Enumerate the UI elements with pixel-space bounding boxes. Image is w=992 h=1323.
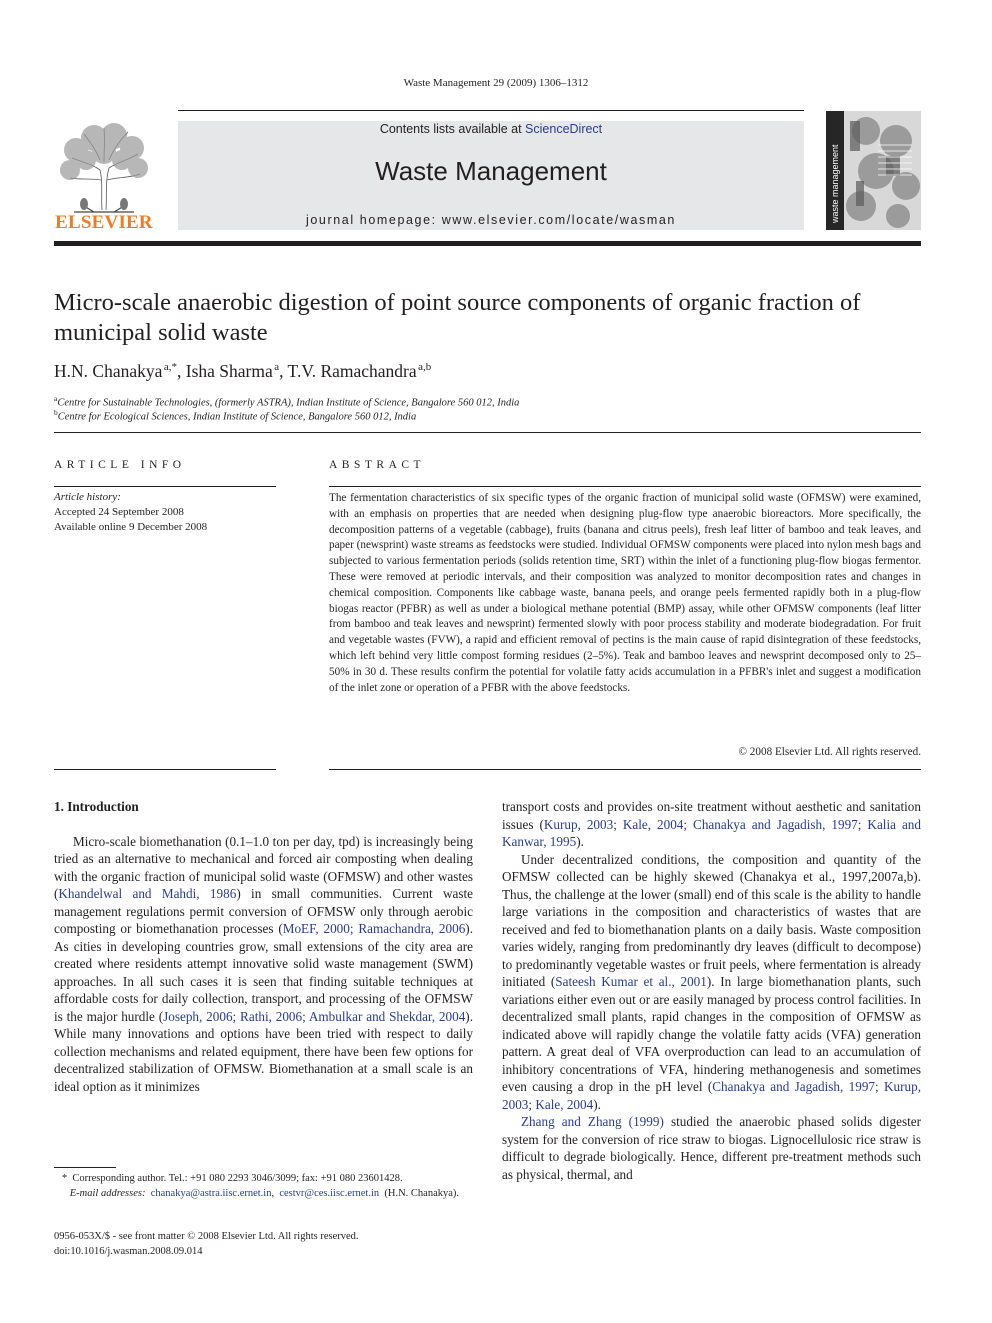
- email-link[interactable]: cestvr@ces.iisc.ernet.in: [279, 1187, 380, 1199]
- footnote-contact: Corresponding author. Tel.: +91 080 2293 3046/3099; fax: +91 080 23601428.: [72, 1173, 403, 1184]
- header-thick-rule: [54, 241, 921, 246]
- citation-link[interactable]: Joseph, 2006; Rathi, 2006; Ambulkar and Shekdar, 2004: [163, 1008, 466, 1024]
- affiliation: [54, 408, 416, 423]
- author-name: H.N. Chanakya: [54, 361, 163, 381]
- body-column-left: [54, 798, 473, 1095]
- affil-marker: a: [54, 394, 58, 403]
- article-info-bottom-rule: [54, 769, 276, 770]
- article-info-heading: ARTICLE INFO: [54, 459, 186, 471]
- section-heading: 1. Introduction: [54, 799, 139, 814]
- abstract-text: The fermentation characteristics of six specific types of the organic fraction of municipal solid waste (OFMSW) were examined, with an emphasis on properties that are needed when designing plug-flow type anaerobic bioreactors. More specifically, the decomposition patterns of a vegetable (cabbage), fruits (banana and citrus peels), fresh leaf litter of bamboo and teak leaves, and paper (newsprint) waste streams as feedstocks were studied. Individual OFMSW components were placed into nylon mesh bags and subjected to various fermentation periods (solids retention time, SRT) within the inlet of a functioning plug-flow biogas fermentor. These were removed at periodic intervals, and their composition was analyzed to monitor decomposition rates and changes in chemical composition. Components like cabbage waste, banana peels, and orange peels fermented rapidly both in a plug-flow biogas reactor (PFBR) as well as under a biological methane potential (BMP) assay, while other OFMSW components (leaf litter from bamboo and teak leaves and newsprint) fermented slowly with poor process stability and moderate biodegradation. For fruit and vegetable wastes (FVW), a rapid and efficient removal of pectins is the main cause of rapid disintegration of these feedstocks, which left behind very little compost forming residues (2–5%). Teak and bamboo leaves and newsprint decomposed only to 25–50% in 30 d. These results confirm the potential for volatile fatty acids accumulation in a PFBR's inlet and suggest a modification of the inlet zone or operation of a PFBR with the above feedstocks.: [329, 492, 921, 694]
- citation-link[interactable]: Kurup, 2003; Kale, 2004; Chanakya and Jagadish, 1997; Kalia and Kanwar, 1995: [502, 816, 921, 849]
- footnote-rule: [54, 1167, 116, 1168]
- citation-link[interactable]: MoEF, 2000; Ramachandra, 2006: [282, 921, 466, 936]
- body-column-right: [502, 798, 921, 1183]
- abstract-bottom-rule: [329, 769, 921, 770]
- online-date: Available online 9 December 2008: [54, 521, 208, 533]
- sciencedirect-link[interactable]: ScienceDirect: [525, 122, 603, 136]
- article-history: [54, 490, 276, 535]
- footnote-marker: *: [61, 1173, 68, 1184]
- affiliation-text: Centre for Sustainable Technologies, (formerly ASTRA), Indian Institute of Science, Bangalore 560 012, India: [57, 397, 520, 409]
- contents-prefix: Contents lists available at: [379, 122, 526, 136]
- citation-link[interactable]: Sateesh Kumar et al., 2001: [555, 974, 707, 989]
- article-info-rule: [54, 486, 276, 487]
- article-title: Micro-scale anaerobic digestion of point source components of organic fraction of municipal solid waste: [54, 289, 861, 346]
- journal-cover-image: [826, 111, 921, 230]
- author-affil-marker[interactable]: a: [274, 361, 280, 374]
- affiliation-rule: [54, 432, 921, 433]
- body-paragraph: Under decentralized conditions, the composition and quantity of the OFMSW collected can be highly skewed (Chanakya et al., 1997,2007a,b). Thus, the challenge at the lower (small) end of this scale is the ability to handle large variations in the composition and characteristics of wastes that are received and fed to biomethanation plants on a daily basis. Waste composition varies widely, ranging from predominantly dry leaves (difficult to decompose) to predominantly vegetable wastes or fruit peels, where fermentation is already initiated (Sateesh Kumar et al., 2001). In large biomethanation plants, such variations either even out or are easily managed by process control facilities. In decentralized small plants, rapid changes in the composition of OFMSW as indicated above will rapidly change the volatile fatty acids (VFA) generation pattern. A great deal of VFA overproduction can lead to an accumulation of inhibitory concentrations of VFA, hindering methanogenesis and sometimes even causing a drop in the pH level (Chanakya and Jagadish, 1997; Kurup, 2003; Kale, 2004).: [502, 851, 921, 1112]
- author-affil-marker[interactable]: a,b: [418, 361, 432, 374]
- citation-link[interactable]: Zhang and Zhang (1999): [521, 1114, 664, 1129]
- abstract-copyright: © 2008 Elsevier Ltd. All rights reserved.: [738, 746, 921, 758]
- abstract-rule: [329, 486, 921, 487]
- affil-marker: b: [54, 408, 58, 417]
- elsevier-wordmark: ELSEVIER: [55, 212, 153, 233]
- email-link[interactable]: chanakya@astra.iisc.ernet.in: [150, 1187, 272, 1199]
- body-paragraph: Zhang and Zhang (1999) studied the anaerobic phased solids digester system for the conversion of rice straw to biogas. Lignocellulosic rice straw is difficult to degrade biologically. Hence, different pre-treatment methods such as physical, thermal, and: [502, 1114, 921, 1182]
- author-name: T.V. Ramachandra: [287, 361, 417, 381]
- cover-art: [826, 111, 921, 230]
- header-rule: [178, 110, 804, 111]
- cover-title: waste management: [830, 144, 840, 223]
- email-suffix: (H.N. Chanakya).: [384, 1187, 460, 1199]
- author-affil-marker[interactable]: a,*: [163, 361, 177, 374]
- publication-meta: [54, 1230, 359, 1259]
- author-name: Isha Sharma: [185, 361, 273, 381]
- journal-citation: Waste Management 29 (2009) 1306–1312: [403, 77, 589, 89]
- journal-title: Waste Management: [375, 156, 607, 186]
- body-paragraph: transport costs and provides on-site treatment without aesthetic and sanitation issues (Kurup, 2003; Kale, 2004; Chanakya and Jagadish, 1997; Kalia and Kanwar, 1995).: [502, 799, 921, 849]
- journal-homepage[interactable]: journal homepage: www.elsevier.com/locate/wasman: [305, 213, 676, 227]
- citation-link[interactable]: Khandelwal and Mahdi, 1986: [58, 886, 237, 901]
- affiliation: [54, 394, 519, 409]
- doi-line[interactable]: doi:10.1016/j.wasman.2008.09.014: [54, 1245, 203, 1257]
- accepted-date: Accepted 24 September 2008: [54, 506, 184, 518]
- email-label: E-mail addresses:: [69, 1187, 146, 1199]
- citation-link[interactable]: Chanakya and Jagadish, 1997; Kurup, 2003; Kale, 2004: [502, 1079, 921, 1112]
- body-paragraph: Micro-scale biomethanation (0.1–1.0 ton per day, tpd) is increasingly being tried as an alternative to mechanical and forced air composting when dealing with the organic fraction of municipal solid waste (OFMSW) and other wastes (Khandelwal and Mahdi, 1986) in small communities. Current waste management regulations permit conversion of OFMSW only through aerobic composting or biomethanation processes (MoEF, 2000; Ramachandra, 2006). As cities in developing countries grow, small extensions of the city area are created where residents attempt innovative solid waste management (SWM) approaches. In all such cases it is seen that finding suitable techniques at affordable costs for daily collection, transport, and processing of the OFMSW is the major hurdle (Joseph, 2006; Rathi, 2006; Ambulkar and Shekdar, 2004). While many innovations and options have been tried with respect to daily collection mechanisms and related equipment, there have been few options for decentralized stabilization of OFMSW. Biomethanation at a small scale is an ideal option as it minimizes: [54, 833, 473, 1094]
- history-label: Article history:: [54, 491, 121, 503]
- affiliation-text: Centre for Ecological Sciences, Indian Institute of Science, Bangalore 560 012, India: [57, 411, 417, 423]
- author-list: H.N. Chanakya $^{a,*}$, Isha Sharma $^a$, T.V. Ramachandra $^{a,b}$: [54, 361, 432, 381]
- corresponding-author-footnote: * Corresponding author. Tel.: +91 080 2293 3046/3099; fax: +91 080 23601428. E-mail addresses: chanakya@astra.iisc.ernet.in, cestvr@ces.iisc.ernet.in (H.N. Chanakya).: [61, 1173, 460, 1199]
- issn-line: 0956-053X/$ - see front matter © 2008 Elsevier Ltd. All rights reserved.: [54, 1231, 359, 1242]
- contents-line: [178, 122, 804, 136]
- abstract-heading: ABSTRACT: [329, 459, 426, 471]
